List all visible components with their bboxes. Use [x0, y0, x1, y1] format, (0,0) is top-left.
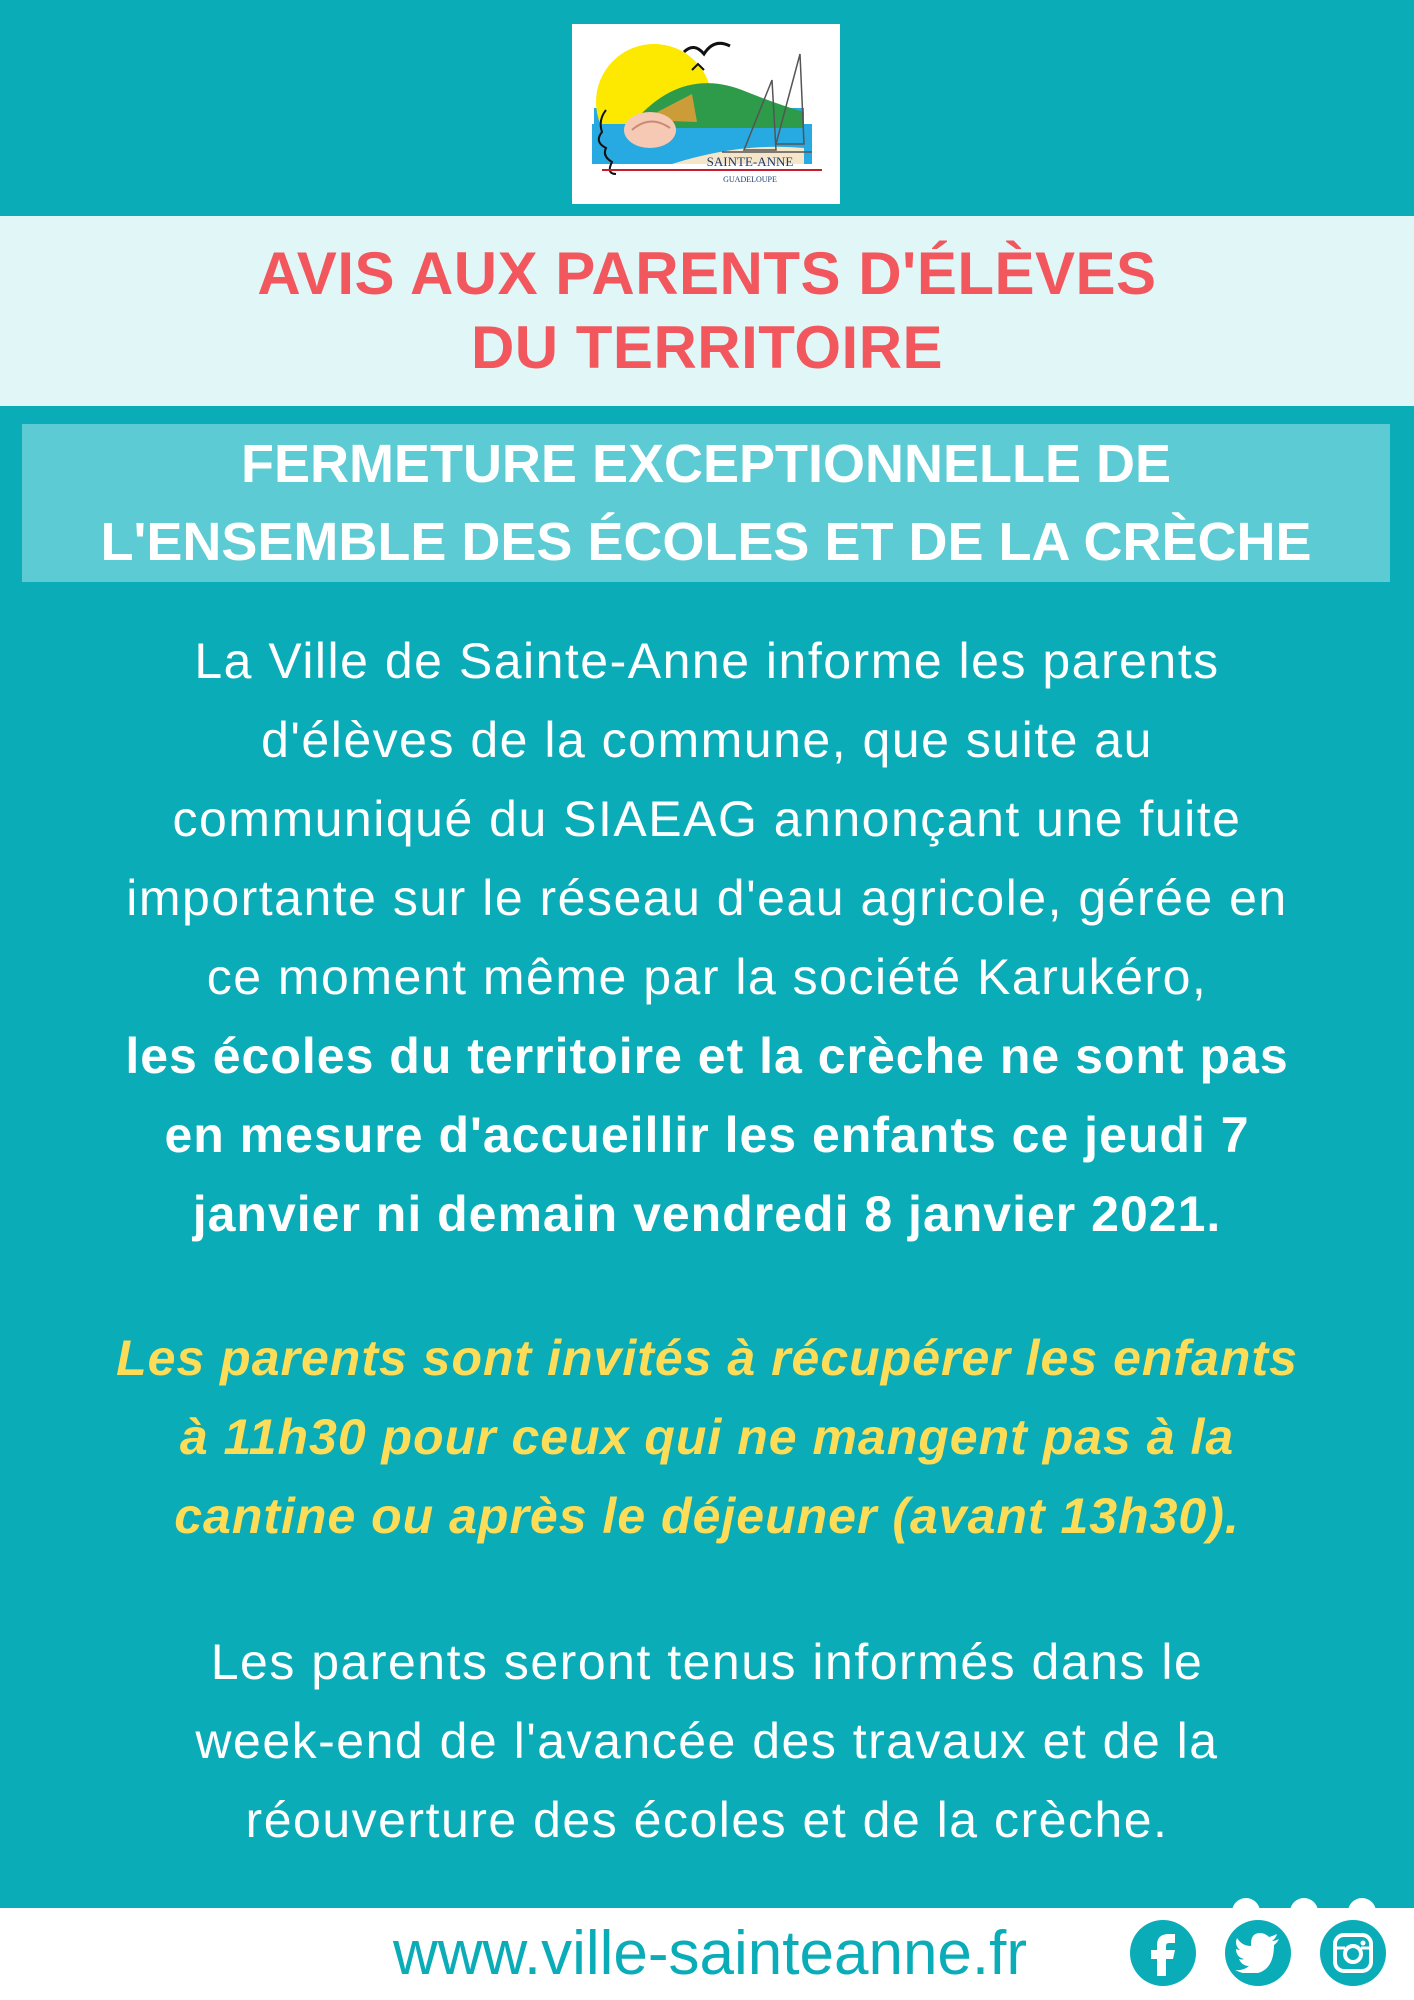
- paragraph-line: communiqué du SIAEAG annonçant une fuite: [172, 791, 1242, 847]
- paragraph-line: Les parents seront tenus informés dans le: [210, 1634, 1204, 1690]
- page-title-line1: AVIS AUX PARENTS D'ÉLÈVES: [257, 240, 1157, 307]
- highlight-line: à 11h30 pour ceux qui ne mangent pas à la: [179, 1409, 1235, 1465]
- highlight-line: Les parents sont invités à récupérer les enfants: [116, 1330, 1298, 1386]
- pickup-instructions: [20, 1319, 1394, 1556]
- paragraph-line: réouverture des écoles et de la crèche.: [245, 1792, 1169, 1848]
- paragraph-bold-line: janvier ni demain vendredi 8 janvier 2021.: [192, 1186, 1222, 1242]
- logo-region-name: GUADELOUPE: [723, 175, 777, 184]
- website-link[interactable]: www.ville-sainteanne.fr: [392, 1919, 1028, 1988]
- paragraph-bold-line: en mesure d'accueillir les enfants ce jeudi 7: [164, 1107, 1250, 1163]
- subtitle-band: [22, 424, 1390, 582]
- paragraph-line: ce moment même par la société Karukéro,: [206, 949, 1208, 1005]
- paragraph-line: La Ville de Sainte-Anne informe les parents: [194, 633, 1220, 689]
- subtitle-line1: FERMETURE EXCEPTIONNELLE DE: [240, 434, 1172, 494]
- twitter-icon[interactable]: [1225, 1920, 1291, 1986]
- follow-up-paragraph: [20, 1623, 1394, 1860]
- footer: [0, 1908, 1414, 2000]
- subtitle-line2: L'ENSEMBLE DES ÉCOLES ET DE LA CRÈCHE: [100, 512, 1312, 572]
- title-band: [0, 216, 1414, 406]
- paragraph-line: d'élèves de la commune, que suite au: [261, 712, 1153, 768]
- highlight-line: cantine ou après le déjeuner (avant 13h30).: [174, 1488, 1240, 1544]
- paragraph-line: week-end de l'avancée des travaux et de la: [195, 1713, 1219, 1769]
- paragraph-line: importante sur le réseau d'eau agricole, gérée en: [126, 870, 1288, 926]
- sainte-anne-logo: [572, 24, 840, 204]
- logo-town-name: SAINTE-ANNE: [706, 154, 794, 169]
- announcement-paragraph: [20, 622, 1394, 1254]
- instagram-icon[interactable]: [1320, 1920, 1386, 1986]
- facebook-icon[interactable]: [1130, 1920, 1196, 1986]
- paragraph-bold-line: les écoles du territoire et la crèche ne sont pas: [125, 1028, 1289, 1084]
- page-title-line2: DU TERRITOIRE: [470, 314, 944, 381]
